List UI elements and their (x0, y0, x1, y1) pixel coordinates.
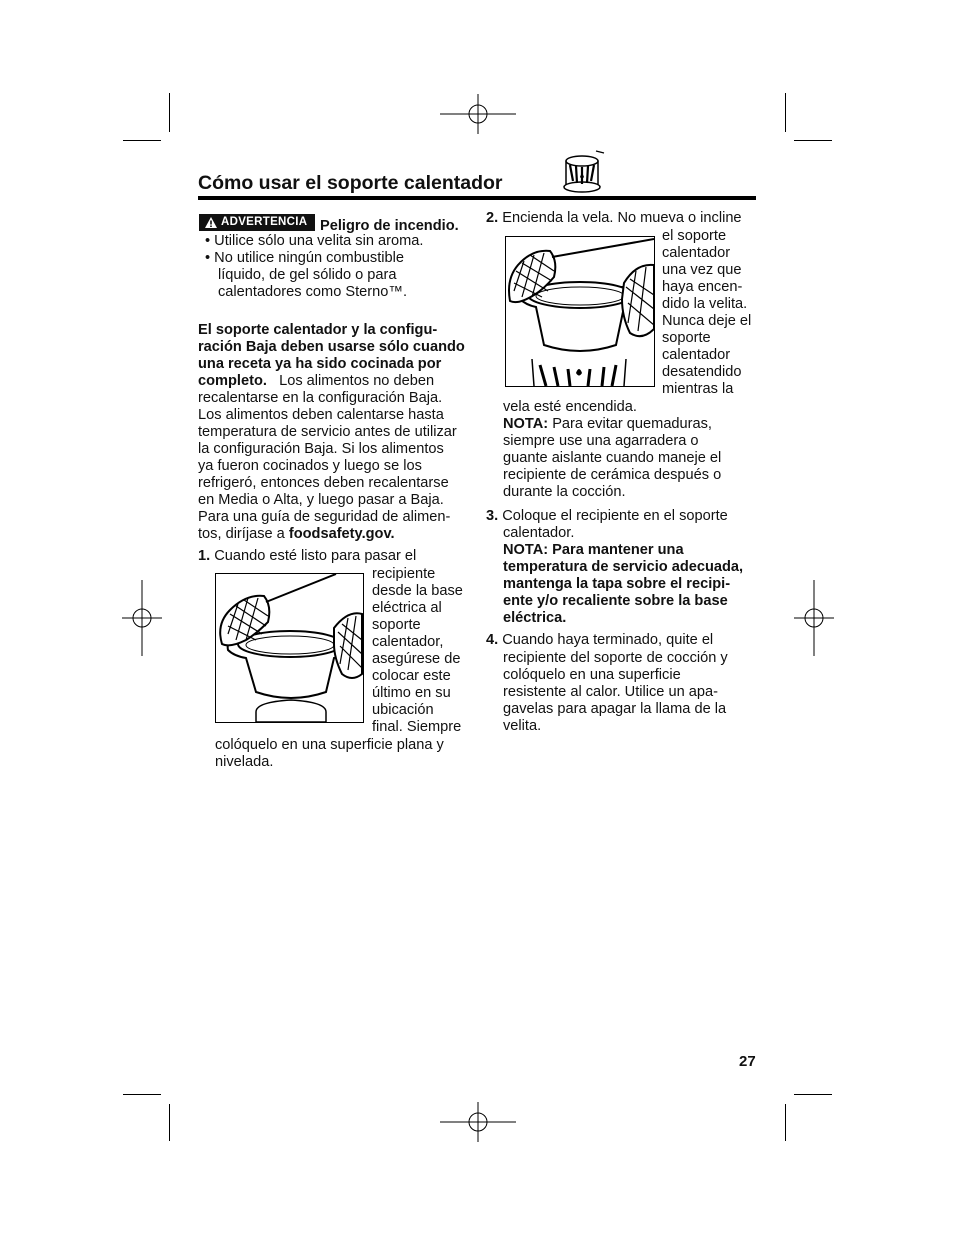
step-2-wrap-line: dido la velita. (662, 296, 748, 312)
step-3-line: calentador. (503, 525, 575, 541)
intro-line: recalentarse en la configuración Baja. (198, 390, 443, 406)
step-3-note-line: eléctrica. (503, 610, 567, 626)
step-1-illustration (215, 573, 364, 723)
step-3-first-line: Coloque el recipiente en el soporte (502, 508, 728, 524)
intro-line: en Media o Alta, y luego pasar a Baja. (198, 492, 444, 508)
step-2-note-line: siempre use una agarradera o (503, 433, 699, 449)
intro-bold-line: una receta ya ha sido cocinada por (198, 356, 442, 372)
step-1-after-line: nivelada. (215, 754, 274, 770)
step-1-wrap-line: calentador, (372, 634, 444, 650)
step-3-note-line: temperatura de servicio adecuada, (503, 559, 744, 575)
step-2-line (486, 210, 742, 227)
step-2-first-line: Encienda la vela. No mueva o incline (502, 210, 742, 226)
warning-bullet-continuation: líquido, de gel sólido o para (218, 267, 397, 283)
intro-bold-line: ración Baja deben usarse sólo cuando (198, 339, 465, 355)
step-3-line (486, 508, 728, 525)
step-1-wrap-line: asegúrese de (372, 651, 461, 667)
step-3-number: 3. (486, 508, 499, 524)
step-1-line (198, 548, 416, 565)
warning-bullet: • No utilice ningún combustible (205, 250, 404, 266)
page-number: 27 (739, 1053, 756, 1070)
step-1-wrap-line: desde la base (372, 583, 463, 599)
step-1-wrap-line: ubicación (372, 702, 434, 718)
step-1-wrap-line: colocar este (372, 668, 451, 684)
step-2-wrap-line: desatendido (662, 364, 742, 380)
step-2-wrap-line: el soporte (662, 228, 727, 244)
warning-badge-label: ADVERTENCIA (221, 216, 308, 228)
intro-bold-line: El soporte calentador y la configu- (198, 322, 438, 338)
step-3-note-line: NOTA: Para mantener una (503, 542, 684, 558)
step-1-wrap-line: último en su (372, 685, 451, 701)
step-1-number: 1. (198, 548, 211, 564)
warning-badge (199, 214, 315, 231)
step-2-note-line: durante la cocción. (503, 484, 626, 500)
step-4-first-line: Cuando haya terminado, quite el (502, 632, 714, 648)
step-1-wrap-line: recipiente (372, 566, 436, 582)
title-rule (198, 196, 756, 200)
step-2-note-line: guante aislante cuando maneje el (503, 450, 722, 466)
intro-line: temperatura de servicio antes de utilizar (198, 424, 457, 440)
intro-line: ya fueron cocinados y luego se los (198, 458, 422, 474)
warning-bullet: • Utilice sólo una velita sin aroma. (205, 233, 424, 249)
step-1-wrap-line: eléctrica al (372, 600, 442, 616)
step-2-wrap-line: soporte (662, 330, 711, 346)
step-2-note-first: Para evitar quemaduras, (552, 416, 712, 432)
step-1-wrap-line: final. Siempre (372, 719, 462, 735)
step-2-wrap-line: Nunca deje el (662, 313, 752, 329)
step-1-wrap-line: soporte (372, 617, 421, 633)
step-2-wrap-line: calentador (662, 347, 731, 363)
intro-line (198, 373, 434, 390)
step-2-note-line (503, 416, 712, 433)
step-2-note-label: NOTA: (503, 416, 549, 432)
hazard-text: Peligro de incendio. (320, 218, 459, 234)
step-2-wrap-line: haya encen- (662, 279, 743, 295)
step-2-note-line: recipiente de cerámica después o (503, 467, 722, 483)
page-title: Cómo usar el soporte calentador (198, 172, 503, 194)
registration-target-right-icon (794, 580, 834, 656)
step-3-note-line: mantenga la tapa sobre el recipi- (503, 576, 731, 592)
step-2-wrap-line: una vez que (662, 262, 742, 278)
step-4-number: 4. (486, 632, 499, 648)
step-4-line: resistente al calor. Utilice un apa- (503, 684, 718, 700)
intro-line (198, 526, 395, 543)
step-4-line: velita. (503, 718, 542, 734)
intro-line: Los alimentos deben calentarse hasta (198, 407, 444, 423)
intro-line: Para una guía de seguridad de alimen- (198, 509, 451, 525)
step-3-note-line: ente y/o recaliente sobre la base (503, 593, 728, 609)
foodsafety-link[interactable]: foodsafety.gov. (288, 526, 395, 542)
step-2-after-line: vela esté encendida. (503, 399, 637, 415)
step-4-line: recipiente del soporte de cocción y (503, 650, 728, 666)
registration-target-left-icon (122, 580, 162, 656)
step-1-first-line: Cuando esté listo para pasar el (214, 548, 417, 564)
intro-tail-rest: Los alimentos no deben (279, 373, 435, 389)
step-2-wrap-line: calentador (662, 245, 731, 261)
intro-bold-tail: completo. (198, 373, 267, 389)
step-2-wrap-line: mientras la (662, 381, 734, 397)
registration-target-bottom-icon (440, 1102, 516, 1142)
warning-bullet-continuation: calentadores como Sterno™. (218, 284, 408, 300)
step-4-line: colóquelo en una superficie (503, 667, 681, 683)
intro-line: la configuración Baja. Si los alimentos (198, 441, 444, 457)
step-1-after-line: colóquelo en una superficie plana y (215, 737, 444, 753)
registration-target-top-icon (440, 94, 516, 134)
step-2-number: 2. (486, 210, 499, 226)
step-2-illustration (505, 236, 655, 387)
warning-triangle-icon (205, 217, 217, 228)
step-4-line: gavelas para apagar la llama de la (503, 701, 727, 717)
warmer-stand-icon (560, 147, 608, 193)
step-4-line (486, 632, 713, 649)
intro-last-prefix: tos, diríjase a (198, 526, 289, 542)
intro-line: refrigeró, entonces deben recalentarse (198, 475, 449, 491)
